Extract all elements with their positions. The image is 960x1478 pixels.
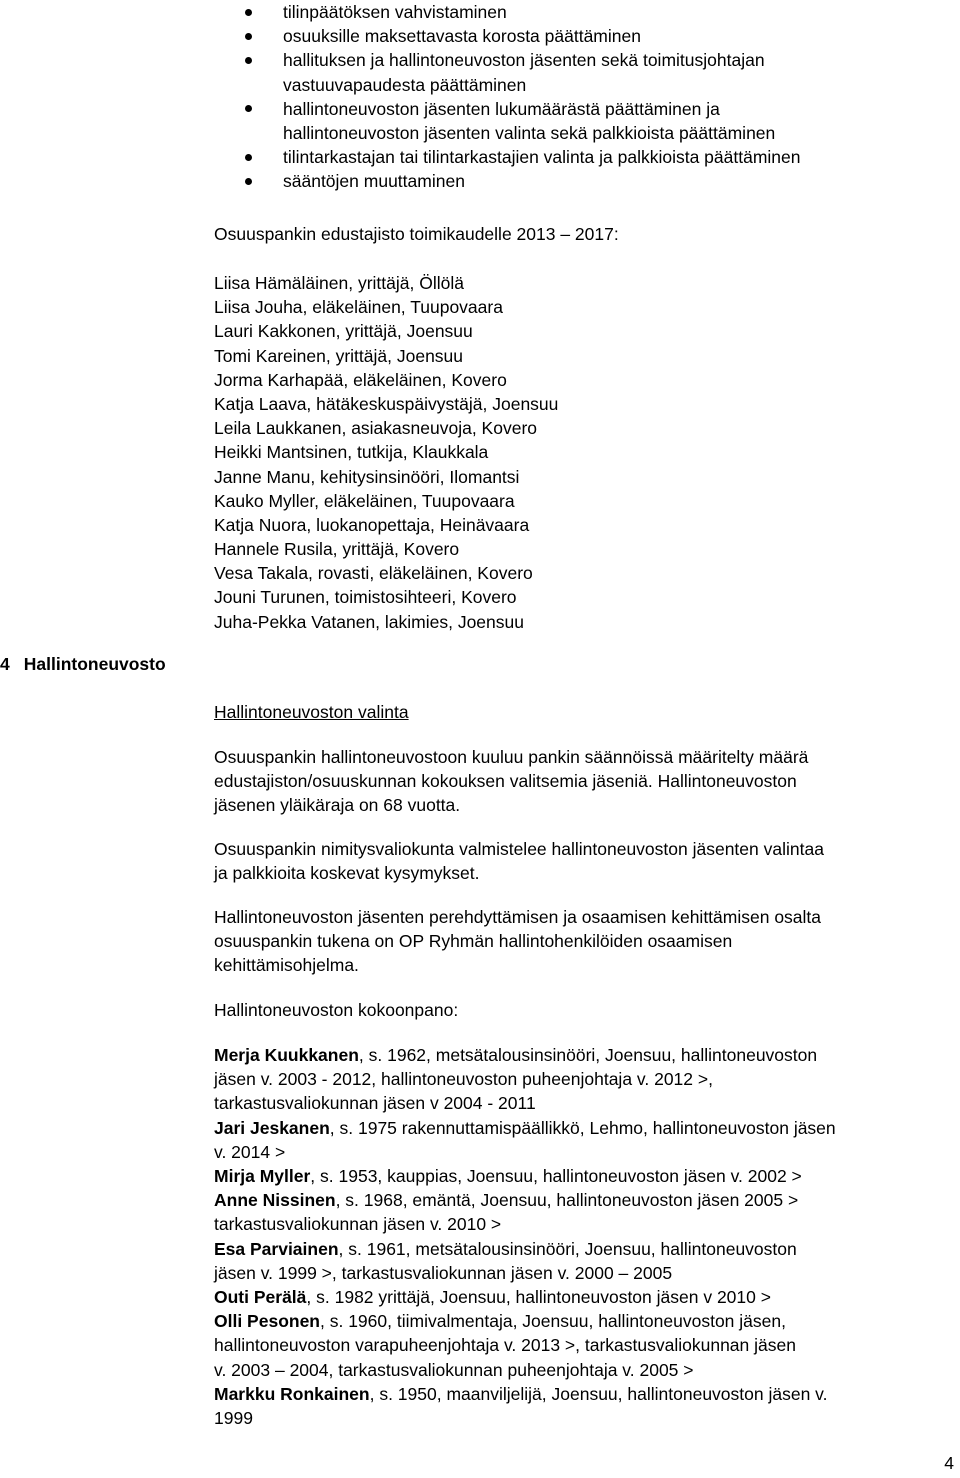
bullet-text: hallintoneuvoston jäsenten valinta sekä palkkioista päättäminen xyxy=(283,123,776,144)
bullet-text: sääntöjen muuttaminen xyxy=(283,171,465,192)
bullet-dot-icon xyxy=(245,178,252,185)
agenda-bullet-item xyxy=(245,0,801,24)
paragraph-line: edustajiston/osuuskunnan kokouksen valitsemia jäseniä. Hallintoneuvoston xyxy=(214,771,797,792)
representative-entry: Janne Manu, kehitysinsinööri, Ilomantsi xyxy=(214,466,520,487)
section-number: 4 xyxy=(0,654,10,674)
representative-entry: Jouni Turunen, toimistosihteeri, Kovero xyxy=(214,587,517,608)
board-member-name: Jari Jeskanen xyxy=(214,1117,330,1138)
paragraph-line: Hallintoneuvoston jäsenten perehdyttämisen ja osaamisen kehittämisen osalta xyxy=(214,907,822,927)
representative-entry: Leila Laukkanen, asiakasneuvoja, Kovero xyxy=(214,418,537,439)
bullet-text: osuuksille maksettavasta korosta päättäminen xyxy=(283,26,641,47)
bullet-dot-icon xyxy=(245,9,252,16)
representatives-heading: Osuuspankin edustajisto toimikaudelle 2013 – 2017: xyxy=(214,224,619,244)
paragraph-line: ja palkkioita koskevat kysymykset. xyxy=(214,863,480,884)
paragraph-line: Osuuspankin nimitysvaliokunta valmistelee hallintoneuvoston jäsenten valintaa xyxy=(214,839,824,859)
bullet-text: vastuuvapaudesta päättäminen xyxy=(283,74,527,95)
board-member-name: Merja Kuukkanen xyxy=(214,1045,359,1065)
section-title: Hallintoneuvosto xyxy=(23,654,166,674)
subheading-board-election: Hallintoneuvoston valinta xyxy=(214,702,409,722)
board-member-line: Olli Pesonen, s. 1960, tiimivalmentaja, Joensuu, hallintoneuvoston jäsen, xyxy=(214,1311,786,1332)
representative-entry: Lauri Kakkonen, yrittäjä, Joensuu xyxy=(214,321,473,342)
board-member-line: Mirja Myller, s. 1953, kauppias, Joensuu, hallintoneuvoston jäsen v. 2002 > xyxy=(214,1166,802,1187)
board-member-entry xyxy=(214,1164,836,1188)
board-member-name: Anne Nissinen xyxy=(214,1190,336,1211)
board-member-line: Markku Ronkainen, s. 1950, maanviljelijä, Joensuu, hallintoneuvoston jäsen v. xyxy=(214,1383,828,1404)
board-member-line: Esa Parviainen, s. 1961, metsätalousinsinööri, Joensuu, hallintoneuvoston xyxy=(214,1238,797,1259)
page-number: 4 xyxy=(944,1453,954,1473)
bullet-dot-icon xyxy=(245,154,252,161)
board-member-line: hallintoneuvoston varapuheenjohtaja v. 2013 >, tarkastusvaliokunnan jäsen xyxy=(214,1335,796,1356)
representative-entry: Tomi Kareinen, yrittäjä, Joensuu xyxy=(214,345,464,366)
representative-entry: Heikki Mantsinen, tutkija, Klaukkala xyxy=(214,442,489,463)
representatives-list xyxy=(214,271,558,634)
bullet-text: hallintoneuvoston jäsenten lukumäärästä päättäminen ja xyxy=(283,98,720,119)
board-member-line: Merja Kuukkanen, s. 1962, metsätalousinsinööri, Joensuu, hallintoneuvoston xyxy=(214,1045,818,1065)
board-member-name: Markku Ronkainen xyxy=(214,1383,370,1404)
paragraph-line: osuuspankin tukena on OP Ryhmän hallintohenkilöiden osaamisen xyxy=(214,931,733,952)
representative-entry: Juha-Pekka Vatanen, lakimies, Joensuu xyxy=(214,611,524,632)
paragraph-line: Osuuspankin hallintoneuvostoon kuuluu pankin säännöissä määritelty määrä xyxy=(214,747,809,767)
board-member-list xyxy=(214,1043,836,1430)
board-member-name: Outi Perälä xyxy=(214,1287,307,1308)
agenda-bullet-item xyxy=(245,97,801,145)
bullet-dot-icon xyxy=(245,105,252,112)
board-member-entry xyxy=(214,1285,836,1309)
section-heading xyxy=(0,652,180,676)
board-member-entry xyxy=(214,1116,836,1164)
agenda-bullet-item xyxy=(245,24,801,48)
bullet-text: tilintarkastajan tai tilintarkastajien valinta ja palkkioista päättäminen xyxy=(283,147,801,168)
board-member-line: jäsen v. 1999 >, tarkastusvaliokunnan jäsen v. 2000 – 2005 xyxy=(214,1262,673,1283)
representative-entry: Kauko Myller, eläkeläinen, Tuupovaara xyxy=(214,490,515,511)
agenda-bullet-list xyxy=(245,0,801,194)
representative-entry: Liisa Hämäläinen, yrittäjä, Öllölä xyxy=(214,273,464,293)
agenda-bullet-item xyxy=(245,48,801,96)
board-member-line: Outi Perälä, s. 1982 yrittäjä, Joensuu, hallintoneuvoston jäsen v 2010 > xyxy=(214,1287,771,1308)
agenda-bullet-item xyxy=(245,145,801,169)
paragraph-board-training xyxy=(214,905,821,978)
board-member-entry xyxy=(214,1043,836,1116)
board-member-line: 1999 xyxy=(214,1408,253,1429)
board-member-entry xyxy=(214,1309,836,1382)
paragraph-line: kehittämisohjelma. xyxy=(214,955,359,976)
board-member-entry xyxy=(214,1188,836,1236)
board-member-line: jäsen v. 2003 - 2012, hallintoneuvoston puheenjohtaja v. 2012 >, xyxy=(214,1069,713,1090)
composition-heading: Hallintoneuvoston kokoonpano: xyxy=(214,1000,459,1020)
representative-entry: Vesa Takala, rovasti, eläkeläinen, Kovero xyxy=(214,563,533,584)
bullet-dot-icon xyxy=(245,57,252,64)
board-member-line: Anne Nissinen, s. 1968, emäntä, Joensuu, hallintoneuvoston jäsen 2005 > xyxy=(214,1190,799,1211)
bullet-text: hallituksen ja hallintoneuvoston jäsenten sekä toimitusjohtajan xyxy=(283,50,765,71)
board-member-line: Jari Jeskanen, s. 1975 rakennuttamispäällikkö, Lehmo, hallintoneuvoston jäsen xyxy=(214,1117,836,1138)
board-member-line: tarkastusvaliokunnan jäsen v 2004 - 2011 xyxy=(214,1093,536,1114)
board-member-name: Esa Parviainen xyxy=(214,1238,339,1259)
bullet-dot-icon xyxy=(245,33,252,40)
representative-entry: Jorma Karhapää, eläkeläinen, Kovero xyxy=(214,369,507,390)
board-member-entry xyxy=(214,1237,836,1285)
board-member-entry xyxy=(214,1382,836,1430)
board-member-line: v. 2014 > xyxy=(214,1141,286,1162)
paragraph-board-composition xyxy=(214,745,808,818)
bullet-text: tilinpäätöksen vahvistaminen xyxy=(283,2,507,22)
board-member-name: Mirja Myller xyxy=(214,1166,311,1187)
representative-entry: Hannele Rusila, yrittäjä, Kovero xyxy=(214,539,460,560)
paragraph-line: jäsenen yläikäraja on 68 vuotta. xyxy=(214,795,461,816)
agenda-bullet-item xyxy=(245,169,801,193)
board-member-name: Olli Pesonen xyxy=(214,1311,320,1332)
board-member-line: v. 2003 – 2004, tarkastusvaliokunnan puheenjohtaja v. 2005 > xyxy=(214,1359,694,1380)
representative-entry: Liisa Jouha, eläkeläinen, Tuupovaara xyxy=(214,297,503,318)
paragraph-nomination-committee xyxy=(214,837,824,885)
representative-entry: Katja Nuora, luokanopettaja, Heinävaara xyxy=(214,514,530,535)
board-member-line: tarkastusvaliokunnan jäsen v. 2010 > xyxy=(214,1214,502,1235)
representative-entry: Katja Laava, hätäkeskuspäivystäjä, Joensuu xyxy=(214,393,559,414)
